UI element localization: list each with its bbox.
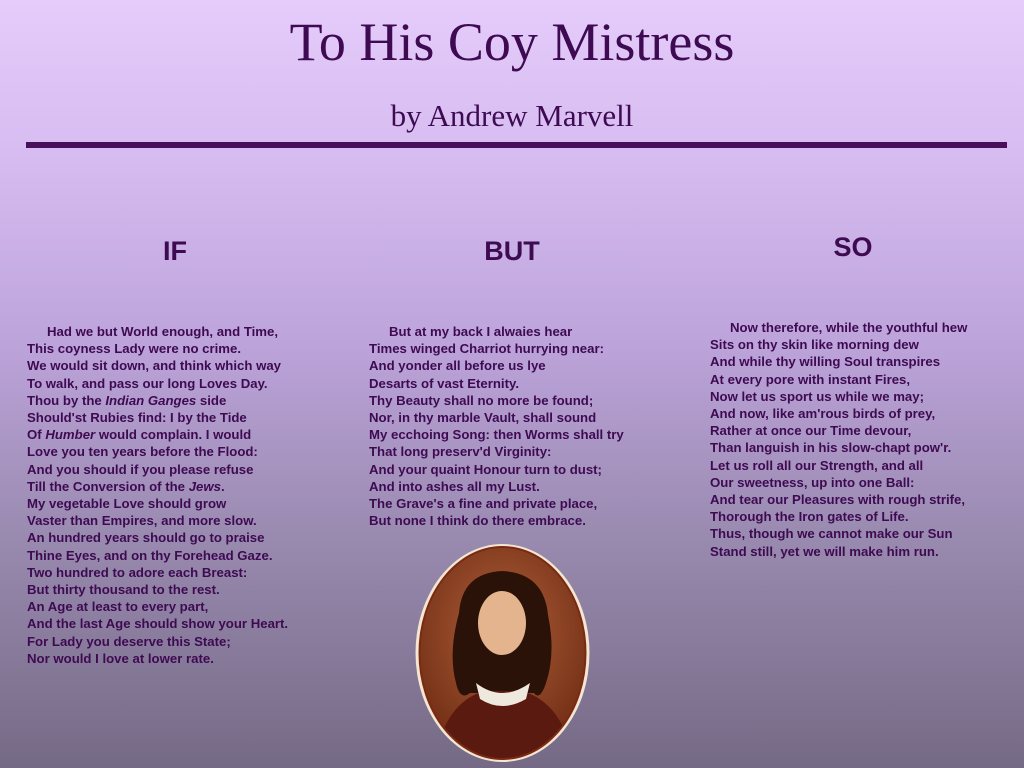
poem-line [369, 478, 624, 495]
line-text: Let us roll all our Strength, and all [710, 457, 924, 473]
poem-line [710, 319, 967, 336]
line-text: And yonder all before us lye [369, 358, 546, 374]
line-text: And into ashes all my Lust. [369, 478, 540, 494]
poem-line [369, 461, 624, 478]
line-text: And tear our Pleasures with rough strife, [710, 492, 966, 508]
poem-line [27, 564, 288, 581]
stanza-if [27, 323, 288, 667]
poem-line [369, 443, 624, 460]
line-text: Of [27, 427, 46, 443]
poem-line [27, 615, 288, 632]
poem-line [27, 409, 288, 426]
line-text: Thy Beauty shall no more be found; [369, 392, 594, 408]
poem-line [27, 323, 288, 340]
line-text: Till the Conversion of the [27, 478, 189, 494]
heading-so: SO [833, 232, 873, 262]
line-text: Thus, though we cannot make our Sun [710, 526, 953, 542]
line-text: Nor would I love at lower rate. [27, 650, 214, 666]
italic-phrase: Humber [45, 427, 96, 443]
line-text: Should'st Rubies find: I by the Tide [27, 410, 247, 426]
poem-line [27, 340, 288, 357]
line-text: Nor, in thy marble Vault, shall sound [369, 410, 597, 426]
poem-line [27, 461, 288, 478]
poem-line [27, 650, 288, 667]
poem-line [27, 375, 288, 392]
poem-line [27, 443, 288, 460]
poem-line [710, 439, 967, 456]
poem-line [27, 357, 288, 374]
poem-line [710, 525, 967, 542]
line-text: And you should if you please refuse [27, 461, 254, 477]
line-text: Times winged Charriot hurrying near: [369, 341, 604, 357]
line-text: This coyness Lady were no crime. [27, 341, 242, 357]
poem-line [27, 581, 288, 598]
heading-but: BUT [484, 236, 540, 266]
line-text: My vegetable Love should grow [27, 496, 227, 512]
portrait-face [478, 591, 526, 655]
line-text: Sits on thy skin like morning dew [710, 337, 919, 353]
poem-line [710, 353, 967, 370]
line-text: Rather at once our Time devour, [710, 423, 912, 439]
line-text: Our sweetness, up into one Ball: [710, 474, 915, 490]
line-text: Two hundred to adore each Breast: [27, 564, 248, 580]
line-text: That long preserv'd Virginity: [369, 444, 552, 460]
poem-line [27, 478, 288, 495]
poem-line [710, 474, 967, 491]
line-text: But none I think do there embrace. [369, 513, 586, 529]
italic-phrase: Jews [188, 478, 221, 494]
line-text: But thirty thousand to the rest. [27, 582, 220, 598]
line-text: Now let us sport us while we may; [710, 388, 924, 404]
stanza-but [369, 323, 624, 529]
andrew-marvell-portrait [414, 543, 591, 763]
line-text: would complain. I would [95, 427, 252, 443]
line-text: My ecchoing Song: then Worms shall try [369, 427, 624, 443]
poem-line [710, 491, 967, 508]
poem-line [710, 422, 967, 439]
poem-line [710, 457, 967, 474]
line-text: Thou by the [27, 392, 106, 408]
poem-line [710, 371, 967, 388]
line-text: And while thy willing Soul transpires [710, 354, 941, 370]
poem-line [369, 392, 624, 409]
line-text: An Age at least to every part, [27, 599, 209, 615]
line-text: Vaster than Empires, and more slow. [27, 513, 257, 529]
line-text: To walk, and pass our long Loves Day. [27, 375, 268, 391]
line-text: And the last Age should show your Heart. [27, 616, 289, 632]
poem-line [710, 508, 967, 525]
poem-line [27, 598, 288, 615]
line-text: Thorough the Iron gates of Life. [710, 509, 909, 525]
poem-line [710, 388, 967, 405]
poem-line [710, 405, 967, 422]
poem-line [710, 543, 967, 560]
line-text: We would sit down, and think which way [27, 358, 281, 374]
line-text: An hundred years should go to praise [27, 530, 265, 546]
poem-line [369, 375, 624, 392]
poem-line [369, 512, 624, 529]
line-text: side [196, 392, 227, 408]
line-text: . [220, 478, 225, 494]
poem-byline: by Andrew Marvell [390, 98, 634, 133]
italic-phrase: Indian Ganges [105, 392, 197, 408]
line-text: Had we but World enough, and Time, [47, 324, 279, 339]
line-text: For Lady you deserve this State; [27, 633, 231, 649]
poem-line [27, 392, 288, 409]
poem-line [369, 409, 624, 426]
line-text: Desarts of vast Eternity. [369, 375, 520, 391]
line-text: Stand still, yet we will make him run. [710, 543, 939, 559]
line-text: At every pore with instant Fires, [710, 371, 911, 387]
poem-line [369, 495, 624, 512]
poem-line [27, 512, 288, 529]
poem-line [27, 547, 288, 564]
poem-line [369, 357, 624, 374]
poem-title: To His Coy Mistress [289, 12, 735, 72]
line-text: Love you ten years before the Flood: [27, 444, 258, 460]
line-text: Thine Eyes, and on thy Forehead Gaze. [27, 547, 273, 563]
line-text: And now, like am'rous birds of prey, [710, 406, 936, 422]
line-text: But at my back I alwaies hear [389, 324, 573, 339]
poem-line [369, 340, 624, 357]
poem-line [27, 426, 288, 443]
poem-line [27, 495, 288, 512]
poem-line [27, 529, 288, 546]
line-text: Now therefore, while the youthful hew [730, 320, 968, 335]
line-text: The Grave's a fine and private place, [369, 496, 598, 512]
title-divider [26, 142, 1007, 148]
heading-if: IF [163, 236, 187, 266]
stanza-so [710, 319, 967, 560]
poem-line [710, 336, 967, 353]
line-text: Than languish in his slow-chapt pow'r. [710, 440, 952, 456]
poem-line [27, 633, 288, 650]
poem-line [369, 323, 624, 340]
line-text: And your quaint Honour turn to dust; [369, 461, 602, 477]
poem-line [369, 426, 624, 443]
